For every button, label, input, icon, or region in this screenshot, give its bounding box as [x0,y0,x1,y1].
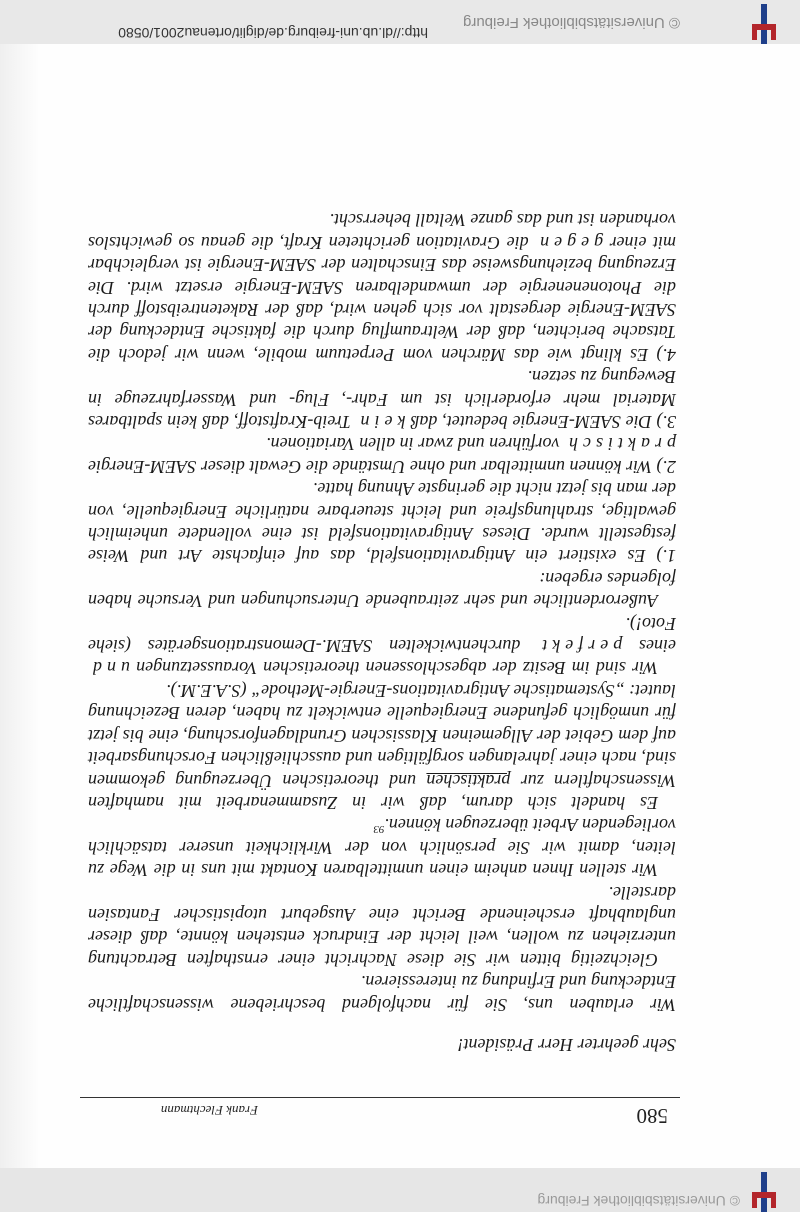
paragraph-5-c: durchentwickelten SAEM.-Demonstrationsgerätes (siehe Foto!). [87,613,676,657]
running-header-author: Frank Flechtmann [160,1103,258,1118]
header-rule [80,1097,680,1098]
spaced-word-praktisch: praktisch [564,434,676,455]
paragraph-5 [88,612,676,679]
underlined-word: praktischen [426,770,511,791]
paragraph-5-a: Wir sind im Besitz der abgeschlossenen theoretischen Voraussetzungen [136,658,658,679]
copyright-top: © Universitätsbibliothek Freiburg [537,1193,740,1209]
point-1: 1.) Es existiert ein Antigravitationsfeld, das auf einfachste Art und Weise festgestellt wurde. Dieses Antigravitationsfeld ist eine vollendete unheimlich gewaltige, strahlungsfreie und leicht steuerbare natürliche Energiequelle, von der man bis jetzt nicht die geringste Ahnung hatte. [88,479,676,567]
paragraph-2: Gleichzeitig bitten wir Sie diese Nachricht einer ernsthaften Betrachtung unterziehen zu wollen, weil leicht der Eindruck entstehen könnte, daß dieser unglaubhaft erscheinende Bericht eine Ausgeburt utopistischer Fantasien darstelle. [88,882,676,970]
top-bar [0,1168,800,1212]
point-3-b: Treib-Kraftstoff, daß kein spaltbares Material mehr erforderlich ist um Fahr-, Flug- und Wasserfahrzeuge in Bewegung zu setzen. [88,367,676,433]
paragraph-4 [88,680,676,814]
greeting: Sehr geehrter Herr Präsident! [457,1035,676,1055]
university-logo-icon [744,4,784,44]
paragraph-3 [88,814,676,881]
point-4 [88,209,676,366]
spaced-word-und: und [88,658,130,679]
spaced-word-perfekt: perfekt [537,636,623,657]
paragraph-4-b: und theoretischen Überzeugung gekommen sind, nach einer jahrelangen sorgfältigen und ausschließlichen Forschungsarbeit auf dem Gebiet der Allgemeinen Klassischen Grundlagenforschung, eine bis jetzt für unmöglich gefundene Energiequelle entwickelt zu haben, deren Bezeichnung lautet: „Systematische Antigravitations-Energie-Methode“ (S.A.E.M.). [88,680,676,791]
spaced-word-gegen: gegen [535,232,604,253]
document-page [0,44,800,1168]
page-url[interactable]: http://dl.ub.uni-freiburg.de/diglit/ortenau2001/0580 [118,25,428,41]
spaced-word-kein: kein [355,412,406,433]
paragraph-5-b: eines [639,636,676,657]
paragraph-3-text: Wir stellen Ihnen anheim einen unmittelbaren Kontakt mit uns in die Wege zu leiten, damit wir Sie persönlich von der Wirklichkeit unserer tatsächlich vorliegenden Arbeit überzeugen können. [88,815,676,881]
point-2-a: 2.) Wir können unmittelbar und ohne Umstände die Gewalt dieser SAEM-Energie [88,456,676,477]
paragraph-6: Außerordentliche und sehr zeitraubende Untersuchungen und Versuche haben folgendes ergeben: [88,568,676,612]
point-4-b: die Gravitation gerichteten Kraft, die genau so gewichtslos vorhanden ist und das ganze Weltall beherrscht. [87,210,676,253]
point-2 [88,433,676,478]
footnote-mark: 93 [373,823,385,836]
page-number: 580 [636,1104,668,1128]
paragraph-4-a: Es handelt sich darum, daß wir in Zusammenarbeit mit namhaften Wissenschaftlern zur [88,770,676,813]
point-3-a: 3.) Die SAEM-Energie bedeutet, daß [410,412,676,433]
point-2-b: vorführen und zwar in allen Variationen. [266,434,560,455]
bottom-bar [0,0,800,44]
point-4-a: 4.) Es klingt wie das Märchen vom Perpetuum mobile, wenn wir jedoch die Tatsache berichten, daß der Weltraumflug durch die faktische Entdeckung der SAEM-Energie dergestalt vor sich gehen wird, daß der Raketentreibstoff durch die Photonenenergie der umwandelbaren SAEM-Energie ersetzt wird. Die Erzeugung beziehungsweise das Einschalten der SAEM-Energie ist vergleichbar mit einer [88,232,676,365]
copyright-bottom: © Universitätsbibliothek Freiburg [463,14,680,31]
paragraph-1: Wir erlauben uns, Sie für nachfolgend beschriebene wissenschaftliche Entdeckung und Erfindung zu interessieren. [88,972,676,1015]
point-3 [88,366,676,433]
university-logo-icon [744,1172,784,1212]
letter-body [88,209,676,1056]
